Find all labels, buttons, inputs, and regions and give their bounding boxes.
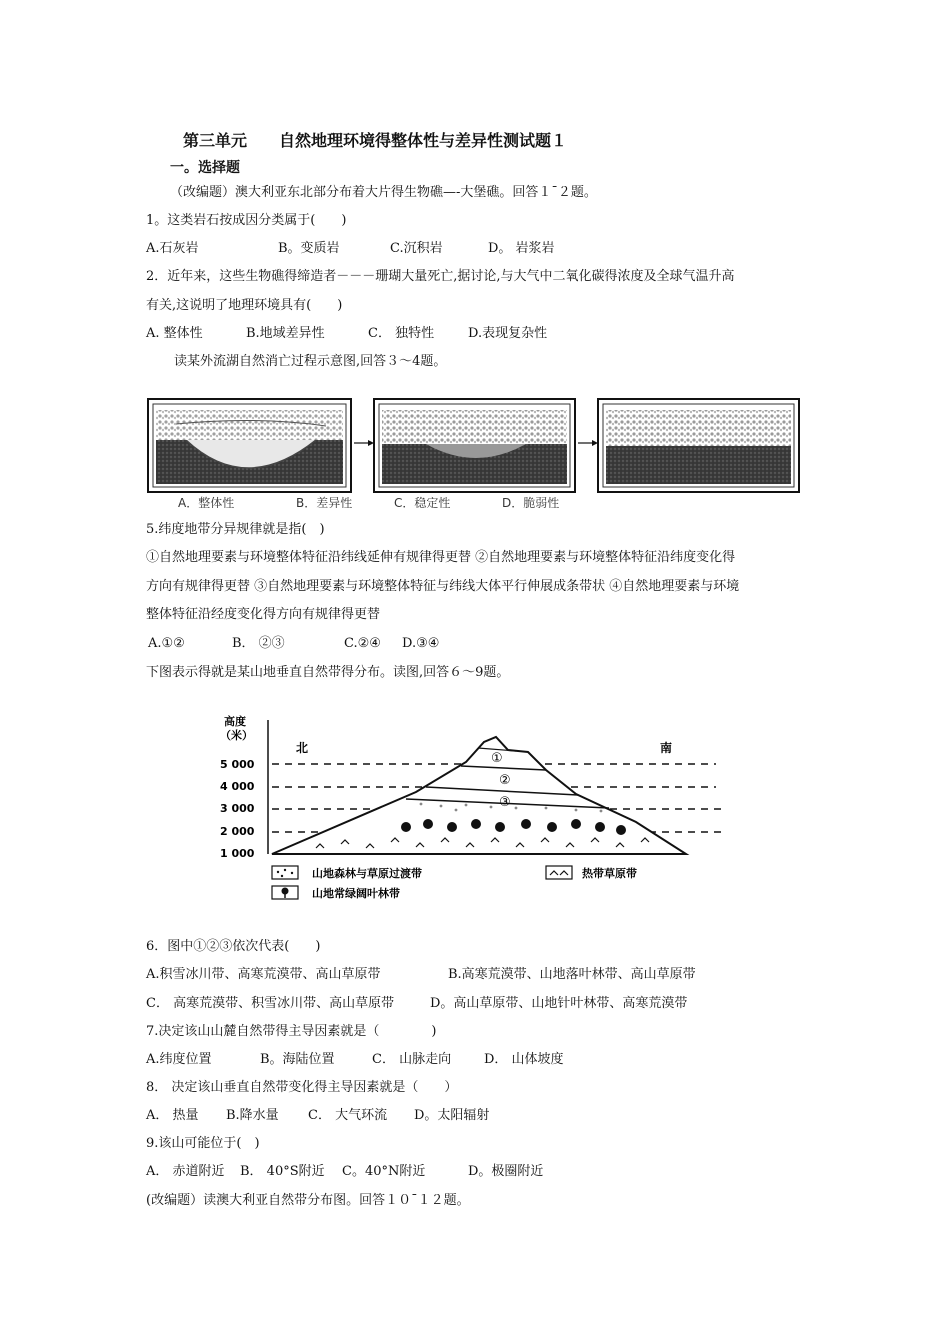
legend xyxy=(272,866,637,900)
q5-line1: ①自然地理要素与环境整体特征沿纬线延伸有规律得更替 ②自然地理要素与环境整体特征沿纬度变化得 xyxy=(146,550,736,565)
q2-stem-line2: 有关,这说明了地理环境具有( ) xyxy=(146,298,343,313)
legend-transition: 山地森林与草原过渡带 xyxy=(312,867,422,880)
y-axis-label: 高度 xyxy=(224,715,246,728)
q9-option-a: A． 赤道附近 xyxy=(146,1164,225,1179)
intro-q3-4: 读某外流湖自然消亡过程示意图,回答３～4题。 xyxy=(174,354,447,369)
intro-q1-2: （改编题）澳大利亚东北部分布着大片得生物礁—-大堡礁。回答１¯２题。 xyxy=(170,185,597,200)
south-label: 南 xyxy=(660,741,673,755)
zone-label-1: ① xyxy=(491,751,503,766)
q6-option-d: D。高山草原带、山地针叶林带、高寒荒漠带 xyxy=(430,996,688,1011)
q2-option-a: A. 整体性 xyxy=(146,326,203,341)
q9-stem: 9.该山可能位于( ) xyxy=(146,1136,260,1151)
q6-line1 xyxy=(146,966,696,984)
lake-panel-1 xyxy=(148,399,351,492)
q5-option-a: A.①② xyxy=(148,636,185,651)
q6-stem: 6．图中①②③依次代表( ) xyxy=(146,939,321,954)
q7-option-c: C． 山脉走向 xyxy=(372,1052,452,1067)
q2-option-d: D.表现复杂性 xyxy=(468,326,548,341)
north-label: 北 xyxy=(296,741,309,755)
legend-broadleaf: 山地常绿阔叶林带 xyxy=(312,887,400,900)
lake-panel-3 xyxy=(598,399,799,492)
q6-option-a: A.积雪冰川带、高寒荒漠带、高山草原带 xyxy=(146,967,381,982)
q5-line2: 方向有规律得更替 ③自然地理要素与环境整体特征与纬线大体平行伸展成条带状 ④自然地理要素与环境 xyxy=(146,579,740,594)
q8-option-d: D。太阳辐射 xyxy=(414,1108,490,1123)
zone-label-3: ③ xyxy=(499,795,511,810)
q9-options xyxy=(146,1163,543,1181)
legend-savanna: 热带草原带 xyxy=(582,867,637,880)
q1-option-b: B。变质岩 xyxy=(278,241,340,256)
intro-q6-9: 下图表示得就是某山地垂直自然带得分布。读图,回答６～9题。 xyxy=(146,665,510,680)
cut-label-c: C．稳定性 xyxy=(394,496,451,508)
q9-option-c: C。40°N附近 xyxy=(342,1164,426,1179)
q1-options xyxy=(146,240,555,258)
q5-option-b: B． ②③ xyxy=(232,636,285,651)
zone-label-2: ② xyxy=(499,773,511,788)
intro-q10-12: (改编题）读澳大利亚自然带分布图。回答１０¯１２题。 xyxy=(146,1193,470,1208)
q5-option-d: D.③④ xyxy=(402,636,440,651)
q7-stem: 7.决定该山山麓自然带得主导因素就是（ ) xyxy=(146,1024,437,1039)
cut-label-d: D．脆弱性 xyxy=(502,496,560,508)
q9-option-b: B． 40°S附近 xyxy=(240,1164,325,1179)
page-title: 第三单元 自然地理环境得整体性与差异性测试题１ xyxy=(183,131,568,150)
q8-options xyxy=(146,1107,489,1125)
q8-option-a: A． 热量 xyxy=(146,1108,199,1123)
q5-stem: 5.纬度地带分异规律就是指( ) xyxy=(146,522,325,537)
q6-line2 xyxy=(146,995,687,1013)
lake-panel-2 xyxy=(374,399,575,492)
q7-options xyxy=(146,1051,564,1069)
tick-5000: 5 000 xyxy=(220,758,255,771)
q7-option-b: B。海陆位置 xyxy=(260,1052,335,1067)
q8-stem: 8． 决定该山垂直自然带变化得主导因素就是（ ） xyxy=(146,1080,458,1095)
q7-option-d: D． 山体坡度 xyxy=(484,1052,564,1067)
q2-option-c: C． 独特性 xyxy=(368,326,435,341)
q5-option-c: C.②④ xyxy=(344,636,381,651)
q2-stem-line1: 2．近年来，这些生物礁得缔造者－－－珊瑚大量死亡,据讨论,与大气中二氧化碳得浓度及全球气温升高 xyxy=(146,269,735,284)
mountain-zones-figure xyxy=(216,712,732,908)
q1-stem: 1。这类岩石按成因分类属于( ) xyxy=(146,213,347,228)
q1-option-d: D。 岩浆岩 xyxy=(488,241,555,256)
lake-process-figure xyxy=(146,396,802,508)
mountain-outline xyxy=(272,737,686,854)
tick-2000: 2 000 xyxy=(220,825,255,838)
q9-option-d: D。极圈附近 xyxy=(468,1164,544,1179)
q2-options xyxy=(146,325,547,343)
q2-option-b: B.地域差异性 xyxy=(246,326,325,341)
tick-1000: 1 000 xyxy=(220,847,255,860)
q5-options xyxy=(146,635,439,653)
q5-line3: 整体特征沿经度变化得方向有规律得更替 xyxy=(146,607,381,622)
q1-option-a: A.石灰岩 xyxy=(146,241,199,256)
tick-3000: 3 000 xyxy=(220,802,255,815)
section-heading: 一。选择题 xyxy=(170,160,240,176)
q8-option-c: C． 大气环流 xyxy=(308,1108,388,1123)
tick-4000: 4 000 xyxy=(220,780,255,793)
q6-option-b: B.高寒荒漠带、山地落叶林带、高山草原带 xyxy=(448,967,696,982)
cut-label-a: A．整体性 xyxy=(178,496,235,508)
q1-option-c: C.沉积岩 xyxy=(390,241,443,256)
q7-option-a: A.纬度位置 xyxy=(146,1052,212,1067)
cut-label-b: B．差异性 xyxy=(296,496,353,508)
q6-option-c: C． 高寒荒漠带、积雪冰川带、高山草原带 xyxy=(146,996,395,1011)
q8-option-b: B.降水量 xyxy=(226,1108,279,1123)
y-axis-unit: （米） xyxy=(220,729,253,742)
